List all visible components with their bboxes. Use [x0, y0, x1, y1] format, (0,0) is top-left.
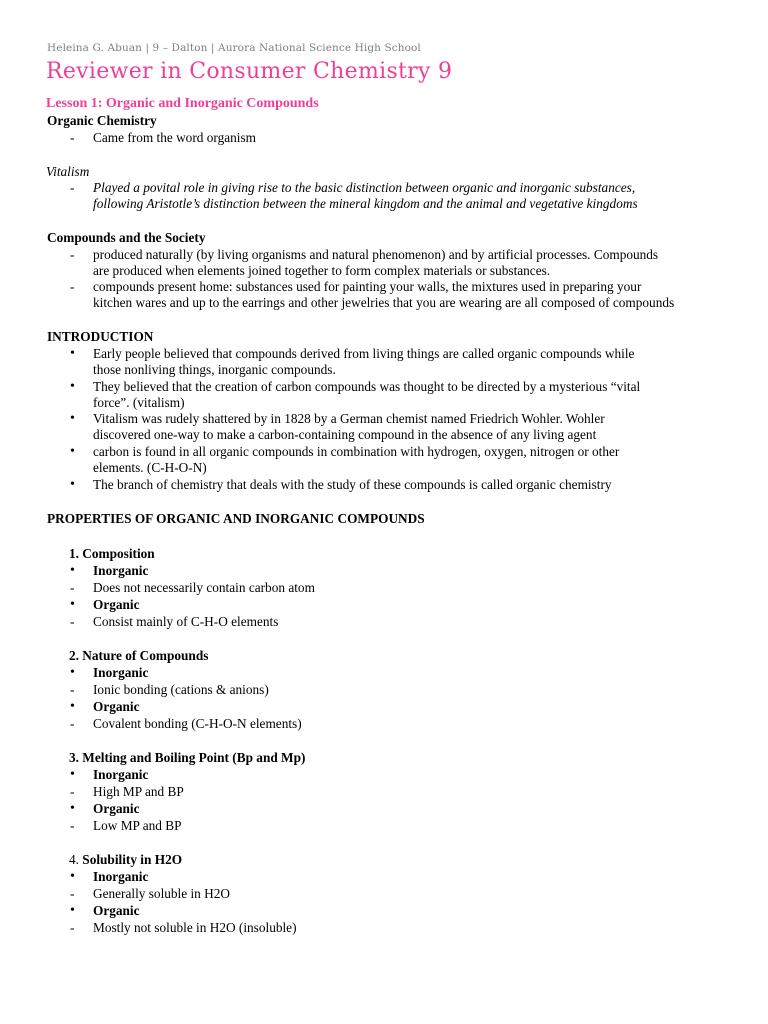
bullet-marker: • — [70, 444, 75, 459]
bullet-marker: • — [70, 563, 75, 578]
inorganic-label: Inorganic — [93, 869, 149, 884]
organic-chemistry-item: Came from the word organism — [93, 130, 256, 145]
organic-chemistry-heading: Organic Chemistry — [47, 113, 157, 128]
vitalism-heading: Vitalism — [46, 164, 90, 179]
bullet-marker: • — [70, 597, 75, 612]
intro-bullet-3-line-1: Vitalism was rudely shattered by in 1828 by a German chemist named Friedrich Wohler. Wohler — [93, 411, 605, 426]
inorganic-label: Inorganic — [93, 563, 149, 578]
intro-bullet-4-line-2: elements. (C-H-O-N) — [93, 460, 207, 475]
dash-marker: - — [70, 279, 75, 294]
introduction-heading: INTRODUCTION — [47, 329, 154, 344]
dash-marker: - — [70, 818, 75, 833]
property-4-inorganic: Generally soluble in H2O — [93, 886, 231, 901]
intro-bullet-2-line-2: force”. (vitalism) — [93, 395, 185, 410]
property-4-title-text: Solubility in H2O — [82, 852, 183, 867]
dash-marker: - — [70, 130, 75, 145]
lesson-heading: Lesson 1: Organic and Inorganic Compounds — [46, 96, 319, 111]
vitalism-line-2: following Aristotle’s distinction between the mineral kingdom and the animal and vegetative kingdoms — [93, 196, 638, 211]
properties-heading: PROPERTIES OF ORGANIC AND INORGANIC COMPOUNDS — [47, 511, 425, 526]
property-2-title: 2. Nature of Compounds — [69, 648, 209, 663]
dash-marker: - — [70, 180, 75, 195]
intro-bullet-5: The branch of chemistry that deals with the study of these compounds is called organic chemistry — [93, 477, 612, 492]
dash-marker: - — [70, 247, 75, 262]
society-item-1-line-2: are produced when elements joined together to form complex materials or substances. — [93, 263, 551, 278]
inorganic-label: Inorganic — [93, 767, 149, 782]
society-item-2-line-2: kitchen wares and up to the earrings and other jewelries that you are wearing are all composed of compounds — [93, 295, 675, 310]
dash-marker: - — [70, 614, 75, 629]
organic-label: Organic — [93, 903, 140, 918]
intro-bullet-2-line-1: They believed that the creation of carbon compounds was thought to be directed by a mysterious “vital — [93, 379, 641, 394]
property-4-number: 4. — [69, 852, 83, 867]
property-3-inorganic: High MP and BP — [93, 784, 184, 799]
dash-marker: - — [70, 886, 75, 901]
vitalism-line-1: Played a povital role in giving rise to the basic distinction between organic and inorganic substances, — [93, 180, 636, 195]
organic-label: Organic — [93, 801, 140, 816]
society-heading: Compounds and the Society — [47, 230, 206, 245]
bullet-marker: • — [70, 346, 75, 361]
property-1-inorganic: Does not necessarily contain carbon atom — [93, 580, 315, 595]
dash-marker: - — [70, 682, 75, 697]
bullet-marker: • — [70, 801, 75, 816]
organic-label: Organic — [93, 597, 140, 612]
author-header: Heleina G. Abuan | 9 – Dalton | Aurora National Science High School — [47, 42, 421, 54]
bullet-marker: • — [70, 411, 75, 426]
document-title: Reviewer in Consumer Chemistry 9 — [46, 59, 453, 84]
dash-marker: - — [70, 716, 75, 731]
dash-marker: - — [70, 784, 75, 799]
bullet-marker: • — [70, 903, 75, 918]
property-4-title — [69, 852, 182, 869]
society-item-2-line-1: compounds present home: substances used for painting your walls, the mixtures used in preparing your — [93, 279, 642, 294]
property-1-organic: Consist mainly of C-H-O elements — [93, 614, 279, 629]
intro-bullet-4-line-1: carbon is found in all organic compounds in combination with hydrogen, oxygen, nitrogen or other — [93, 444, 620, 459]
dash-marker: - — [70, 920, 75, 935]
intro-bullet-3-line-2: discovered one-way to make a carbon-containing compound in the absence of any living agent — [93, 427, 597, 442]
bullet-marker: • — [70, 665, 75, 680]
bullet-marker: • — [70, 869, 75, 884]
bullet-marker: • — [70, 767, 75, 782]
dash-marker: - — [70, 580, 75, 595]
inorganic-label: Inorganic — [93, 665, 149, 680]
bullet-marker: • — [70, 699, 75, 714]
intro-bullet-1-line-2: those nonliving things, inorganic compounds. — [93, 362, 336, 377]
society-item-1-line-1: produced naturally (by living organisms and natural phenomenon) and by artificial processes. Compounds — [93, 247, 659, 262]
property-3-organic: Low MP and BP — [93, 818, 182, 833]
bullet-marker: • — [70, 477, 75, 492]
property-1-title: 1. Composition — [69, 546, 155, 561]
property-2-organic: Covalent bonding (C-H-O-N elements) — [93, 716, 302, 731]
property-3-title: 3. Melting and Boiling Point (Bp and Mp) — [69, 750, 306, 765]
property-2-inorganic: Ionic bonding (cations & anions) — [93, 682, 269, 697]
intro-bullet-1-line-1: Early people believed that compounds derived from living things are called organic compounds while — [93, 346, 635, 361]
organic-label: Organic — [93, 699, 140, 714]
property-4-organic: Mostly not soluble in H2O (insoluble) — [93, 920, 297, 935]
bullet-marker: • — [70, 379, 75, 394]
